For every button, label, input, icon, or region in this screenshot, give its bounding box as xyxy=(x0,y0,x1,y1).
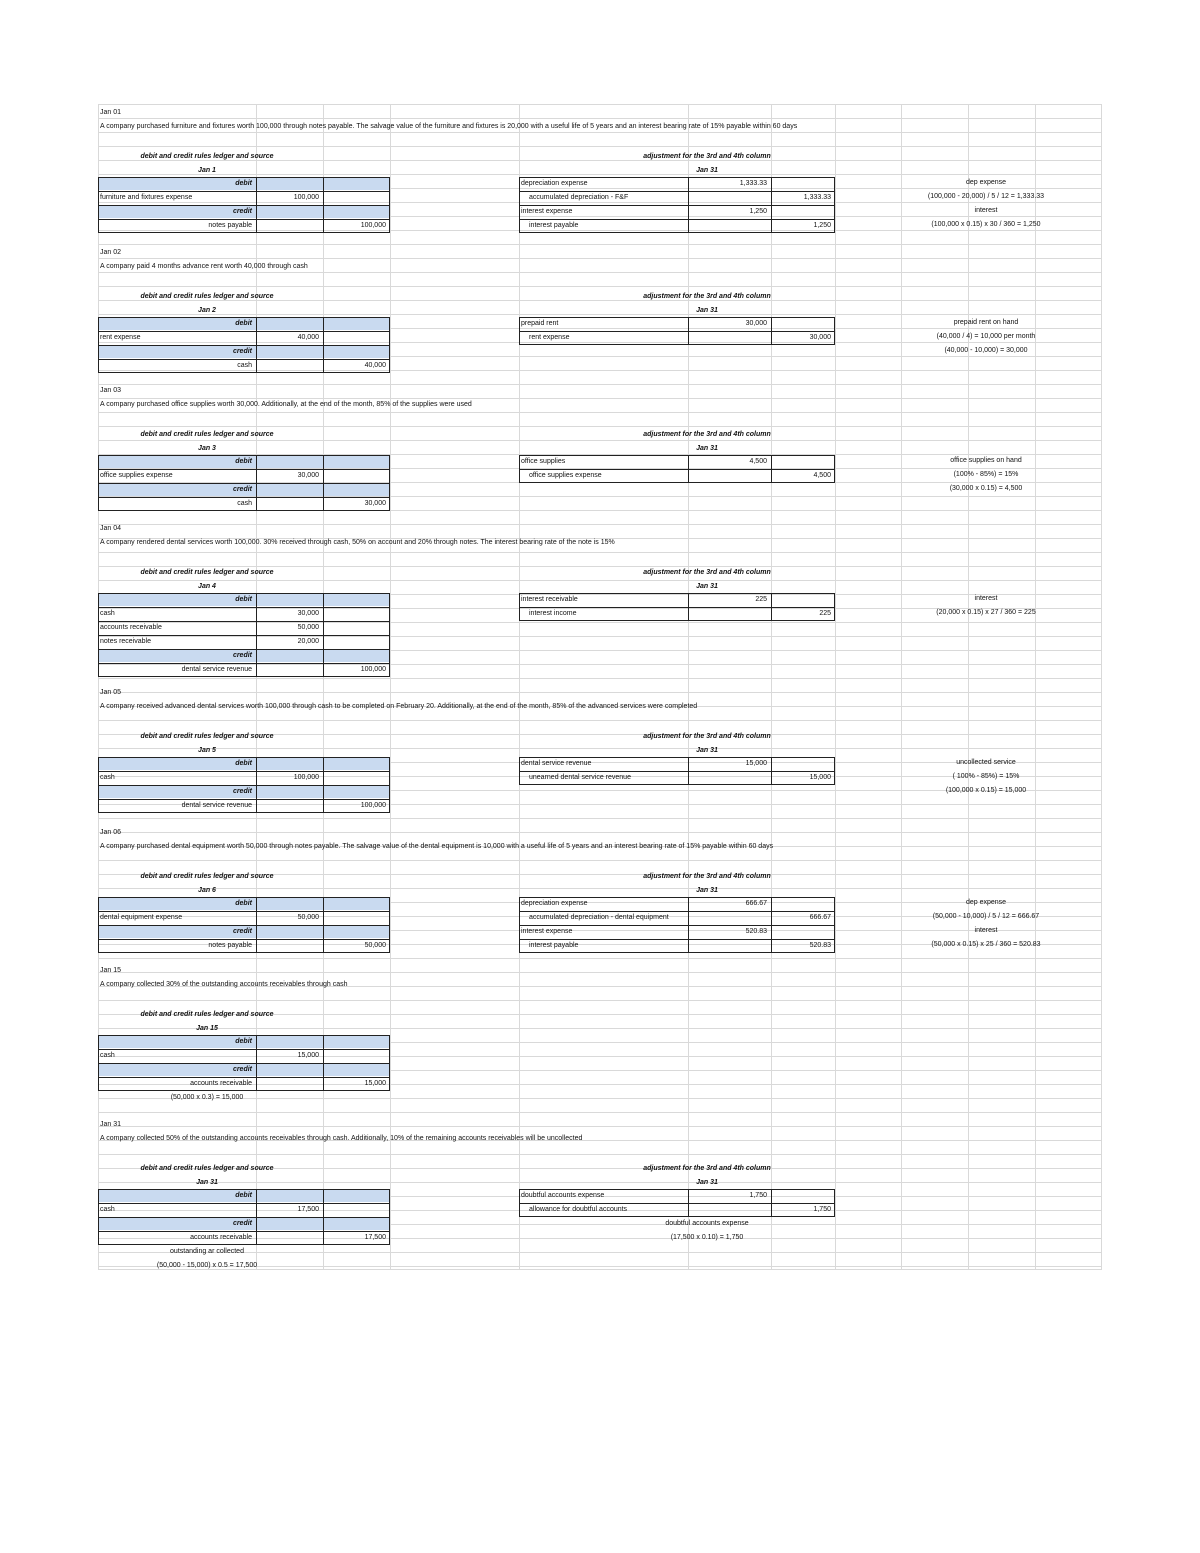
journal-row-line xyxy=(98,359,390,360)
journal-footnote: outstanding ar collected xyxy=(170,1248,244,1255)
entry-date: Jan 06 xyxy=(100,829,122,836)
computation-note: ( 100% - 85%) = 15% xyxy=(952,773,1020,780)
adjustment-debit: 1,333.33 xyxy=(739,180,767,187)
adjustment-credit: 1,250 xyxy=(813,222,831,229)
journal-col-line xyxy=(323,1035,324,1091)
entry-description: A company purchased office supplies worth 30,000. Additionally, at the end of the month, 85% of the supplies were used xyxy=(100,401,472,408)
entry-description: A company collected 50% of the outstanding accounts receivables through cash. Additionally, 10% of the remaining accounts receivables will be uncollected xyxy=(100,1135,583,1142)
credit-amount: 30,000 xyxy=(364,500,386,507)
adjustment-row-line xyxy=(519,191,835,192)
adjustment-debit: 15,000 xyxy=(745,760,767,767)
adjustment-credit: 666.67 xyxy=(809,914,831,921)
adjustment-title: adjustment for the 3rd and 4th column xyxy=(643,293,771,300)
computation-note: (20,000 x 0.15) x 27 / 360 = 225 xyxy=(936,609,1036,616)
computation-note: interest xyxy=(974,927,998,934)
debit-amount: 30,000 xyxy=(297,472,319,479)
debit-account: cash xyxy=(100,1052,115,1059)
credit-amount: 100,000 xyxy=(360,802,386,809)
journal-footnote: (50,000 x 0.3) = 15,000 xyxy=(170,1094,244,1101)
journal-row-line xyxy=(98,939,390,940)
adjustment-account: prepaid rent xyxy=(521,320,559,327)
entry-date: Jan 03 xyxy=(100,387,122,394)
adjustment-row-line xyxy=(519,469,835,470)
adjustment-credit: 4,500 xyxy=(813,472,831,479)
journal-row-line xyxy=(98,1203,390,1204)
entry-date: Jan 04 xyxy=(100,525,122,532)
credit-amount: 17,500 xyxy=(364,1234,386,1241)
computation-note: interest xyxy=(974,595,998,602)
adjustment-account: accumulated depreciation - F&F xyxy=(529,194,629,201)
journal-col-line xyxy=(256,757,257,813)
adjustment-day: Jan 31 xyxy=(696,747,718,754)
adjustment-footnote: (17,500 x 0.10) = 1,750 xyxy=(670,1234,744,1241)
computation-note: (40,000 / 4) = 10,000 per month xyxy=(936,333,1036,340)
debit-header: debit xyxy=(235,320,252,327)
debit-account: accounts receivable xyxy=(100,624,162,631)
adjustment-account: office supplies xyxy=(521,458,566,465)
adjustment-account: interest expense xyxy=(521,928,573,935)
debit-account: office supplies expense xyxy=(100,472,173,479)
adjustment-day: Jan 31 xyxy=(696,307,718,314)
journal-title: debit and credit rules ledger and source xyxy=(140,1165,274,1172)
adjustment-credit: 1,333.33 xyxy=(803,194,831,201)
journal-row-line xyxy=(98,483,390,484)
credit-account: accounts receivable xyxy=(190,1234,252,1241)
adjustment-credit: 225 xyxy=(819,610,831,617)
adjustment-account: depreciation expense xyxy=(521,180,588,187)
adjustment-account: dental service revenue xyxy=(521,760,592,767)
journal-day: Jan 2 xyxy=(198,307,216,314)
computation-note: uncollected service xyxy=(956,759,1016,766)
entry-description: A company rendered dental services worth 100,000. 30% received through cash, 50% on account and 20% through notes. The interest bearing rate of the note is 15% xyxy=(100,539,615,546)
adjustment-account: rent expense xyxy=(529,334,570,341)
adjustment-row-line xyxy=(519,911,835,912)
debit-amount: 100,000 xyxy=(293,774,319,781)
journal-row-line xyxy=(98,663,390,664)
debit-amount: 100,000 xyxy=(293,194,319,201)
journal-row-line xyxy=(98,771,390,772)
adjustment-account: office supplies expense xyxy=(529,472,602,479)
journal-day: Jan 15 xyxy=(196,1025,218,1032)
journal-title: debit and credit rules ledger and source xyxy=(140,569,274,576)
journal-col-line xyxy=(323,593,324,677)
journal-title: debit and credit rules ledger and source xyxy=(140,431,274,438)
entry-description: A company purchased furniture and fixtures worth 100,000 through notes payable. The salvage value of the furniture and fixtures is 20,000 with a useful life of 5 years and an interest bearing rate of 15% payable within 60 days xyxy=(100,123,798,130)
journal-row-line xyxy=(98,607,390,608)
computation-note: (100,000 x 0.15) = 15,000 xyxy=(945,787,1027,794)
journal-row-line xyxy=(98,331,390,332)
journal-day: Jan 6 xyxy=(198,887,216,894)
debit-amount: 30,000 xyxy=(297,610,319,617)
adjustment-day: Jan 31 xyxy=(696,1179,718,1186)
adjustment-account: interest payable xyxy=(529,222,579,229)
credit-amount: 40,000 xyxy=(364,362,386,369)
journal-row-line xyxy=(98,1049,390,1050)
adjustment-title: adjustment for the 3rd and 4th column xyxy=(643,569,771,576)
credit-amount: 100,000 xyxy=(360,666,386,673)
adjustment-account: allowance for doubtful accounts xyxy=(529,1206,628,1213)
journal-col-line xyxy=(256,897,257,953)
journal-col-line xyxy=(256,177,257,233)
adjustment-footnote: doubtful accounts expense xyxy=(665,1220,749,1227)
credit-header: credit xyxy=(232,1220,252,1227)
debit-account: cash xyxy=(100,774,115,781)
entry-date: Jan 15 xyxy=(100,967,122,974)
journal-day: Jan 31 xyxy=(196,1179,218,1186)
computation-note: (100,000 - 20,000) / 5 / 12 = 1,333.33 xyxy=(927,193,1045,200)
journal-col-line xyxy=(256,1035,257,1091)
credit-account: cash xyxy=(237,500,252,507)
entry-description: A company purchased dental equipment worth 50,000 through notes payable. The salvage value of the dental equipment is 10,000 with a useful life of 5 years and an interest bearing rate of 15% payable within 60 days xyxy=(100,843,774,850)
debit-header: debit xyxy=(235,1038,252,1045)
adjustment-row-line xyxy=(519,771,835,772)
adjustment-day: Jan 31 xyxy=(696,445,718,452)
debit-account: dental equipment expense xyxy=(100,914,183,921)
computation-note: dep expense xyxy=(965,899,1007,906)
computation-note: (50,000 x 0.15) x 25 / 360 = 520.83 xyxy=(931,941,1041,948)
journal-title: debit and credit rules ledger and source xyxy=(140,873,274,880)
journal-row-line xyxy=(98,785,390,786)
credit-amount: 50,000 xyxy=(364,942,386,949)
journal-day: Jan 5 xyxy=(198,747,216,754)
adjustment-row-line xyxy=(519,331,835,332)
debit-header: debit xyxy=(235,180,252,187)
journal-footnote: (50,000 - 15,000) x 0.5 = 17,500 xyxy=(156,1262,258,1269)
journal-row-line xyxy=(98,1231,390,1232)
adjustment-credit: 15,000 xyxy=(809,774,831,781)
computation-note: (40,000 - 10,000) = 30,000 xyxy=(944,347,1028,354)
debit-account: cash xyxy=(100,610,115,617)
journal-row-line xyxy=(98,1217,390,1218)
adjustment-account: interest payable xyxy=(529,942,579,949)
adjustment-row-line xyxy=(519,205,835,206)
adjustment-row-line xyxy=(519,1203,835,1204)
computation-note: (100% - 85%) = 15% xyxy=(953,471,1019,478)
credit-account: cash xyxy=(237,362,252,369)
journal-row-line xyxy=(98,191,390,192)
adjustment-day: Jan 31 xyxy=(696,167,718,174)
adjustment-debit: 225 xyxy=(755,596,767,603)
journal-col-line xyxy=(323,177,324,233)
journal-col-line xyxy=(323,455,324,511)
debit-amount: 40,000 xyxy=(297,334,319,341)
journal-row-line xyxy=(98,345,390,346)
adjustment-account: interest income xyxy=(529,610,577,617)
journal-col-line xyxy=(256,455,257,511)
journal-row-line xyxy=(98,621,390,622)
adjustment-debit: 30,000 xyxy=(745,320,767,327)
debit-amount: 15,000 xyxy=(297,1052,319,1059)
adjustment-row-line xyxy=(519,925,835,926)
credit-account: notes payable xyxy=(208,222,252,229)
journal-title: debit and credit rules ledger and source xyxy=(140,293,274,300)
journal-row-line xyxy=(98,635,390,636)
computation-note: office supplies on hand xyxy=(950,457,1022,464)
credit-header: credit xyxy=(232,652,252,659)
adjustment-title: adjustment for the 3rd and 4th column xyxy=(643,1165,771,1172)
debit-header: debit xyxy=(235,760,252,767)
debit-amount: 50,000 xyxy=(297,914,319,921)
adjustment-debit: 1,750 xyxy=(749,1192,767,1199)
adjustment-debit: 520.83 xyxy=(745,928,767,935)
journal-col-line xyxy=(323,757,324,813)
entry-date: Jan 01 xyxy=(100,109,122,116)
journal-row-line xyxy=(98,1063,390,1064)
credit-header: credit xyxy=(232,348,252,355)
adjustment-credit: 1,750 xyxy=(813,1206,831,1213)
adjustment-account: unearned dental service revenue xyxy=(529,774,631,781)
adjustment-debit: 1,250 xyxy=(749,208,767,215)
journal-day: Jan 3 xyxy=(198,445,216,452)
adjustment-debit: 666.67 xyxy=(745,900,767,907)
journal-day: Jan 1 xyxy=(198,167,216,174)
computation-note: (50,000 - 10,000) / 5 / 12 = 666.67 xyxy=(932,913,1040,920)
journal-title: debit and credit rules ledger and source xyxy=(140,1011,274,1018)
debit-account: cash xyxy=(100,1206,115,1213)
journal-row-line xyxy=(98,497,390,498)
adjustment-account: doubtful accounts expense xyxy=(521,1192,605,1199)
credit-account: accounts receivable xyxy=(190,1080,252,1087)
debit-amount: 17,500 xyxy=(297,1206,319,1213)
debit-account: rent expense xyxy=(100,334,141,341)
journal-row-line xyxy=(98,219,390,220)
adjustment-account: accumulated depreciation - dental equipment xyxy=(529,914,669,921)
credit-account: dental service revenue xyxy=(181,802,252,809)
entry-date: Jan 05 xyxy=(100,689,122,696)
journal-title: debit and credit rules ledger and source xyxy=(140,733,274,740)
adjustment-title: adjustment for the 3rd and 4th column xyxy=(643,873,771,880)
debit-amount: 50,000 xyxy=(297,624,319,631)
entry-description: A company collected 30% of the outstanding accounts receivables through cash xyxy=(100,981,348,988)
credit-account: dental service revenue xyxy=(181,666,252,673)
debit-header: debit xyxy=(235,1192,252,1199)
journal-row-line xyxy=(98,649,390,650)
computation-note: prepaid rent on hand xyxy=(953,319,1019,326)
computation-note: (30,000 x 0.15) = 4,500 xyxy=(949,485,1023,492)
adjustment-debit: 4,500 xyxy=(749,458,767,465)
credit-header: credit xyxy=(232,208,252,215)
credit-account: notes payable xyxy=(208,942,252,949)
credit-header: credit xyxy=(232,486,252,493)
journal-col-line xyxy=(323,317,324,373)
adjustment-account: interest expense xyxy=(521,208,573,215)
debit-header: debit xyxy=(235,900,252,907)
adjustment-row-line xyxy=(519,219,835,220)
entry-date: Jan 31 xyxy=(100,1121,122,1128)
adjustment-account: depreciation expense xyxy=(521,900,588,907)
adjustment-title: adjustment for the 3rd and 4th column xyxy=(643,153,771,160)
debit-amount: 20,000 xyxy=(297,638,319,645)
adjustment-title: adjustment for the 3rd and 4th column xyxy=(643,431,771,438)
adjustment-account: interest receivable xyxy=(521,596,578,603)
journal-col-line xyxy=(256,593,257,677)
credit-header: credit xyxy=(232,1066,252,1073)
journal-col-line xyxy=(323,897,324,953)
journal-col-line xyxy=(323,1189,324,1245)
adjustment-day: Jan 31 xyxy=(696,583,718,590)
journal-row-line xyxy=(98,469,390,470)
credit-amount: 100,000 xyxy=(360,222,386,229)
journal-day: Jan 4 xyxy=(198,583,216,590)
credit-header: credit xyxy=(232,788,252,795)
entry-description: A company received advanced dental services worth 100,000 through cash to be completed on February 20. Additionally, at the end of the month, 85% of the advanced services were completed xyxy=(100,703,698,710)
adjustment-row-line xyxy=(519,607,835,608)
adjustment-row-line xyxy=(519,939,835,940)
adjustment-title: adjustment for the 3rd and 4th column xyxy=(643,733,771,740)
journal-row-line xyxy=(98,1077,390,1078)
adjustment-day: Jan 31 xyxy=(696,887,718,894)
debit-account: notes receivable xyxy=(100,638,151,645)
journal-row-line xyxy=(98,911,390,912)
entry-description: A company paid 4 months advance rent worth 40,000 through cash xyxy=(100,263,308,270)
journal-row-line xyxy=(98,799,390,800)
credit-header: credit xyxy=(232,928,252,935)
entry-date: Jan 02 xyxy=(100,249,122,256)
journal-row-line xyxy=(98,925,390,926)
journal-col-line xyxy=(256,317,257,373)
computation-note: interest xyxy=(974,207,998,214)
computation-note: dep expense xyxy=(965,179,1007,186)
computation-note: (100,000 x 0.15) x 30 / 360 = 1,250 xyxy=(931,221,1041,228)
debit-header: debit xyxy=(235,596,252,603)
journal-col-line xyxy=(256,1189,257,1245)
credit-amount: 15,000 xyxy=(364,1080,386,1087)
adjustment-credit: 520.83 xyxy=(809,942,831,949)
debit-account: furniture and fixtures expense xyxy=(100,194,193,201)
journal-title: debit and credit rules ledger and source xyxy=(140,153,274,160)
adjustment-credit: 30,000 xyxy=(809,334,831,341)
journal-row-line xyxy=(98,205,390,206)
debit-header: debit xyxy=(235,458,252,465)
